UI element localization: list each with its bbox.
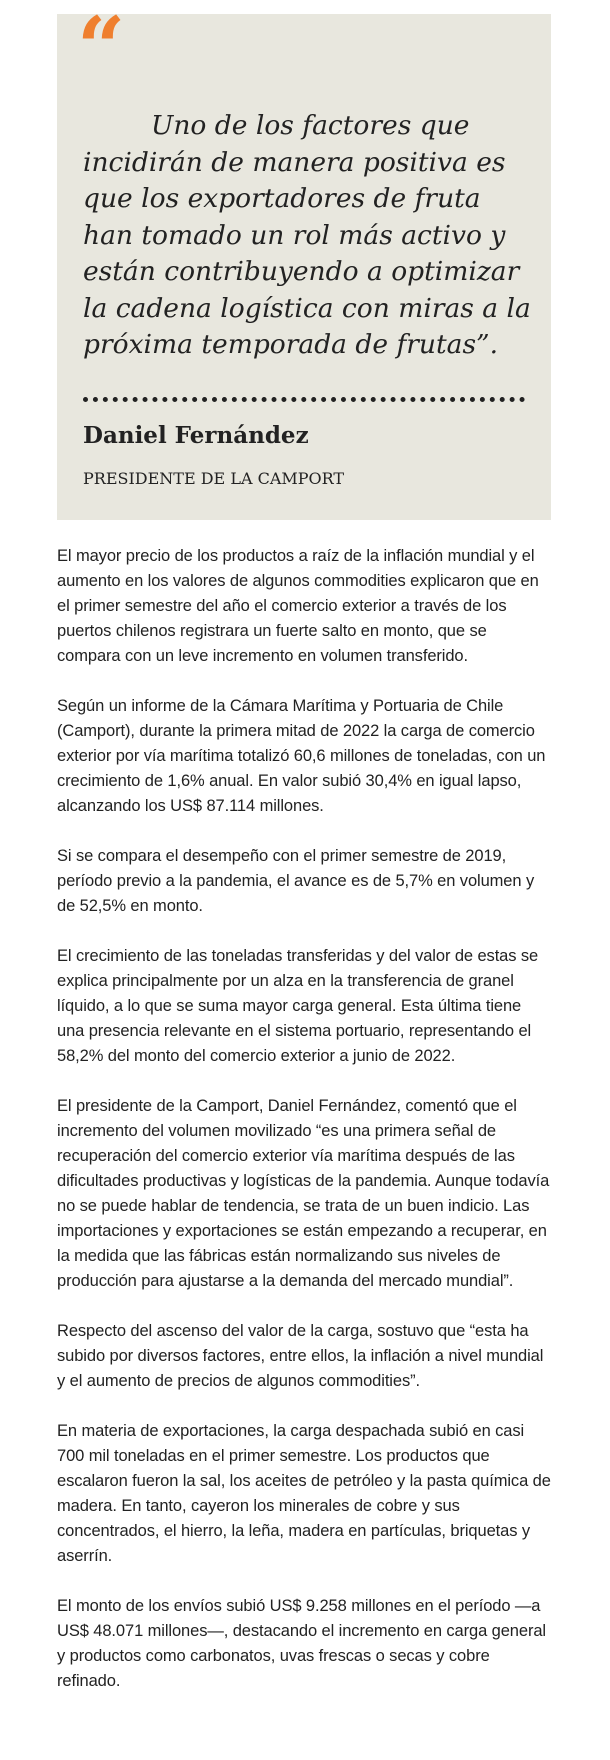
quote-text: Uno de los factores que incidirán de manera positiva es que los exportadores de fruta han tomado un rol más activo y están contribuyendo a optimizar la cadena logística con miras a la próxima temporada de frutas”. — [83, 110, 531, 360]
article-body — [57, 544, 551, 1719]
quote-author-role: PRESIDENTE DE LA CAMPORT — [83, 469, 345, 488]
page — [57, 0, 551, 1690]
article-paragraph-7: En materia de exportaciones, la carga despachada subió en casi 700 mil toneladas en el primer semestre. Los productos que escalaron fueron la sal, los aceites de petróleo y la pasta química de madera. En tanto, cayeron los minerales de cobre y sus concentrados, el hierro, la leña, madera en partículas, briquetas y aserrín. — [57, 1422, 551, 1565]
article-paragraph-4: El crecimiento de las toneladas transferidas y del valor de estas se explica principalmente por un alza en la transferencia de granel líquido, a lo que se suma mayor carga general. Esta última tiene una presencia relevante en el sistema portuario, representando el 58,2% del monto del comercio exterior a junio de 2022. — [57, 947, 539, 1065]
article-paragraph-3: Si se compara el desempeño con el primer semestre de 2019, período previo a la pandemia, el avance es de 5,7% en volumen y de 52,5% en monto. — [57, 847, 535, 915]
article-paragraph-2: Según un informe de la Cámara Marítima y Portuaria de Chile (Camport), durante la primera mitad de 2022 la carga de comercio exterior por vía marítima totalizó 60,6 millones de toneladas, con un crecimiento de 1,6% anual. En valor subió 30,4% en igual lapso, alcanzando los US$ 87.114 millones. — [57, 697, 546, 815]
quote-author: Daniel Fernández — [83, 422, 309, 449]
article-paragraph-1: El mayor precio de los productos a raíz de la inflación mundial y el aumento en los valores de algunos commodities explicaron que en el primer semestre del año el comercio exterior a través de los puertos chilenos registrara un fuerte salto en monto, que se compara con un leve incremento en volumen transferido. — [57, 547, 539, 665]
quote-divider — [83, 397, 525, 402]
article-paragraph-6: Respecto del ascenso del valor de la carga, sostuvo que “esta ha subido por diversos factores, entre ellos, la inflación a nivel mundial y el aumento de precios de algunos commodities”. — [57, 1322, 544, 1390]
pull-quote — [57, 0, 551, 520]
article-paragraph-5: El presidente de la Camport, Daniel Fernández, comentó que el incremento del volumen movilizado “es una primera señal de recuperación del comercio exterior vía marítima después de las dificultades productivas y logísticas de la pandemia. Aunque todavía no se puede hablar de tendencia, se trata de un buen indicio. Las importaciones y exportaciones se están empezando a recuperar, en la medida que las fábricas están normalizando sus niveles de producción para ajustarse a la demanda del mercado mundial”. — [57, 1097, 550, 1290]
article-paragraph-8: El monto de los envíos subió US$ 9.258 millones en el período —a US$ 48.071 millones—, destacando el incremento en carga general y productos como carbonatos, uvas frescas o secas y cobre refinado. — [57, 1597, 546, 1690]
quote-mark-icon: “ — [77, 0, 126, 97]
